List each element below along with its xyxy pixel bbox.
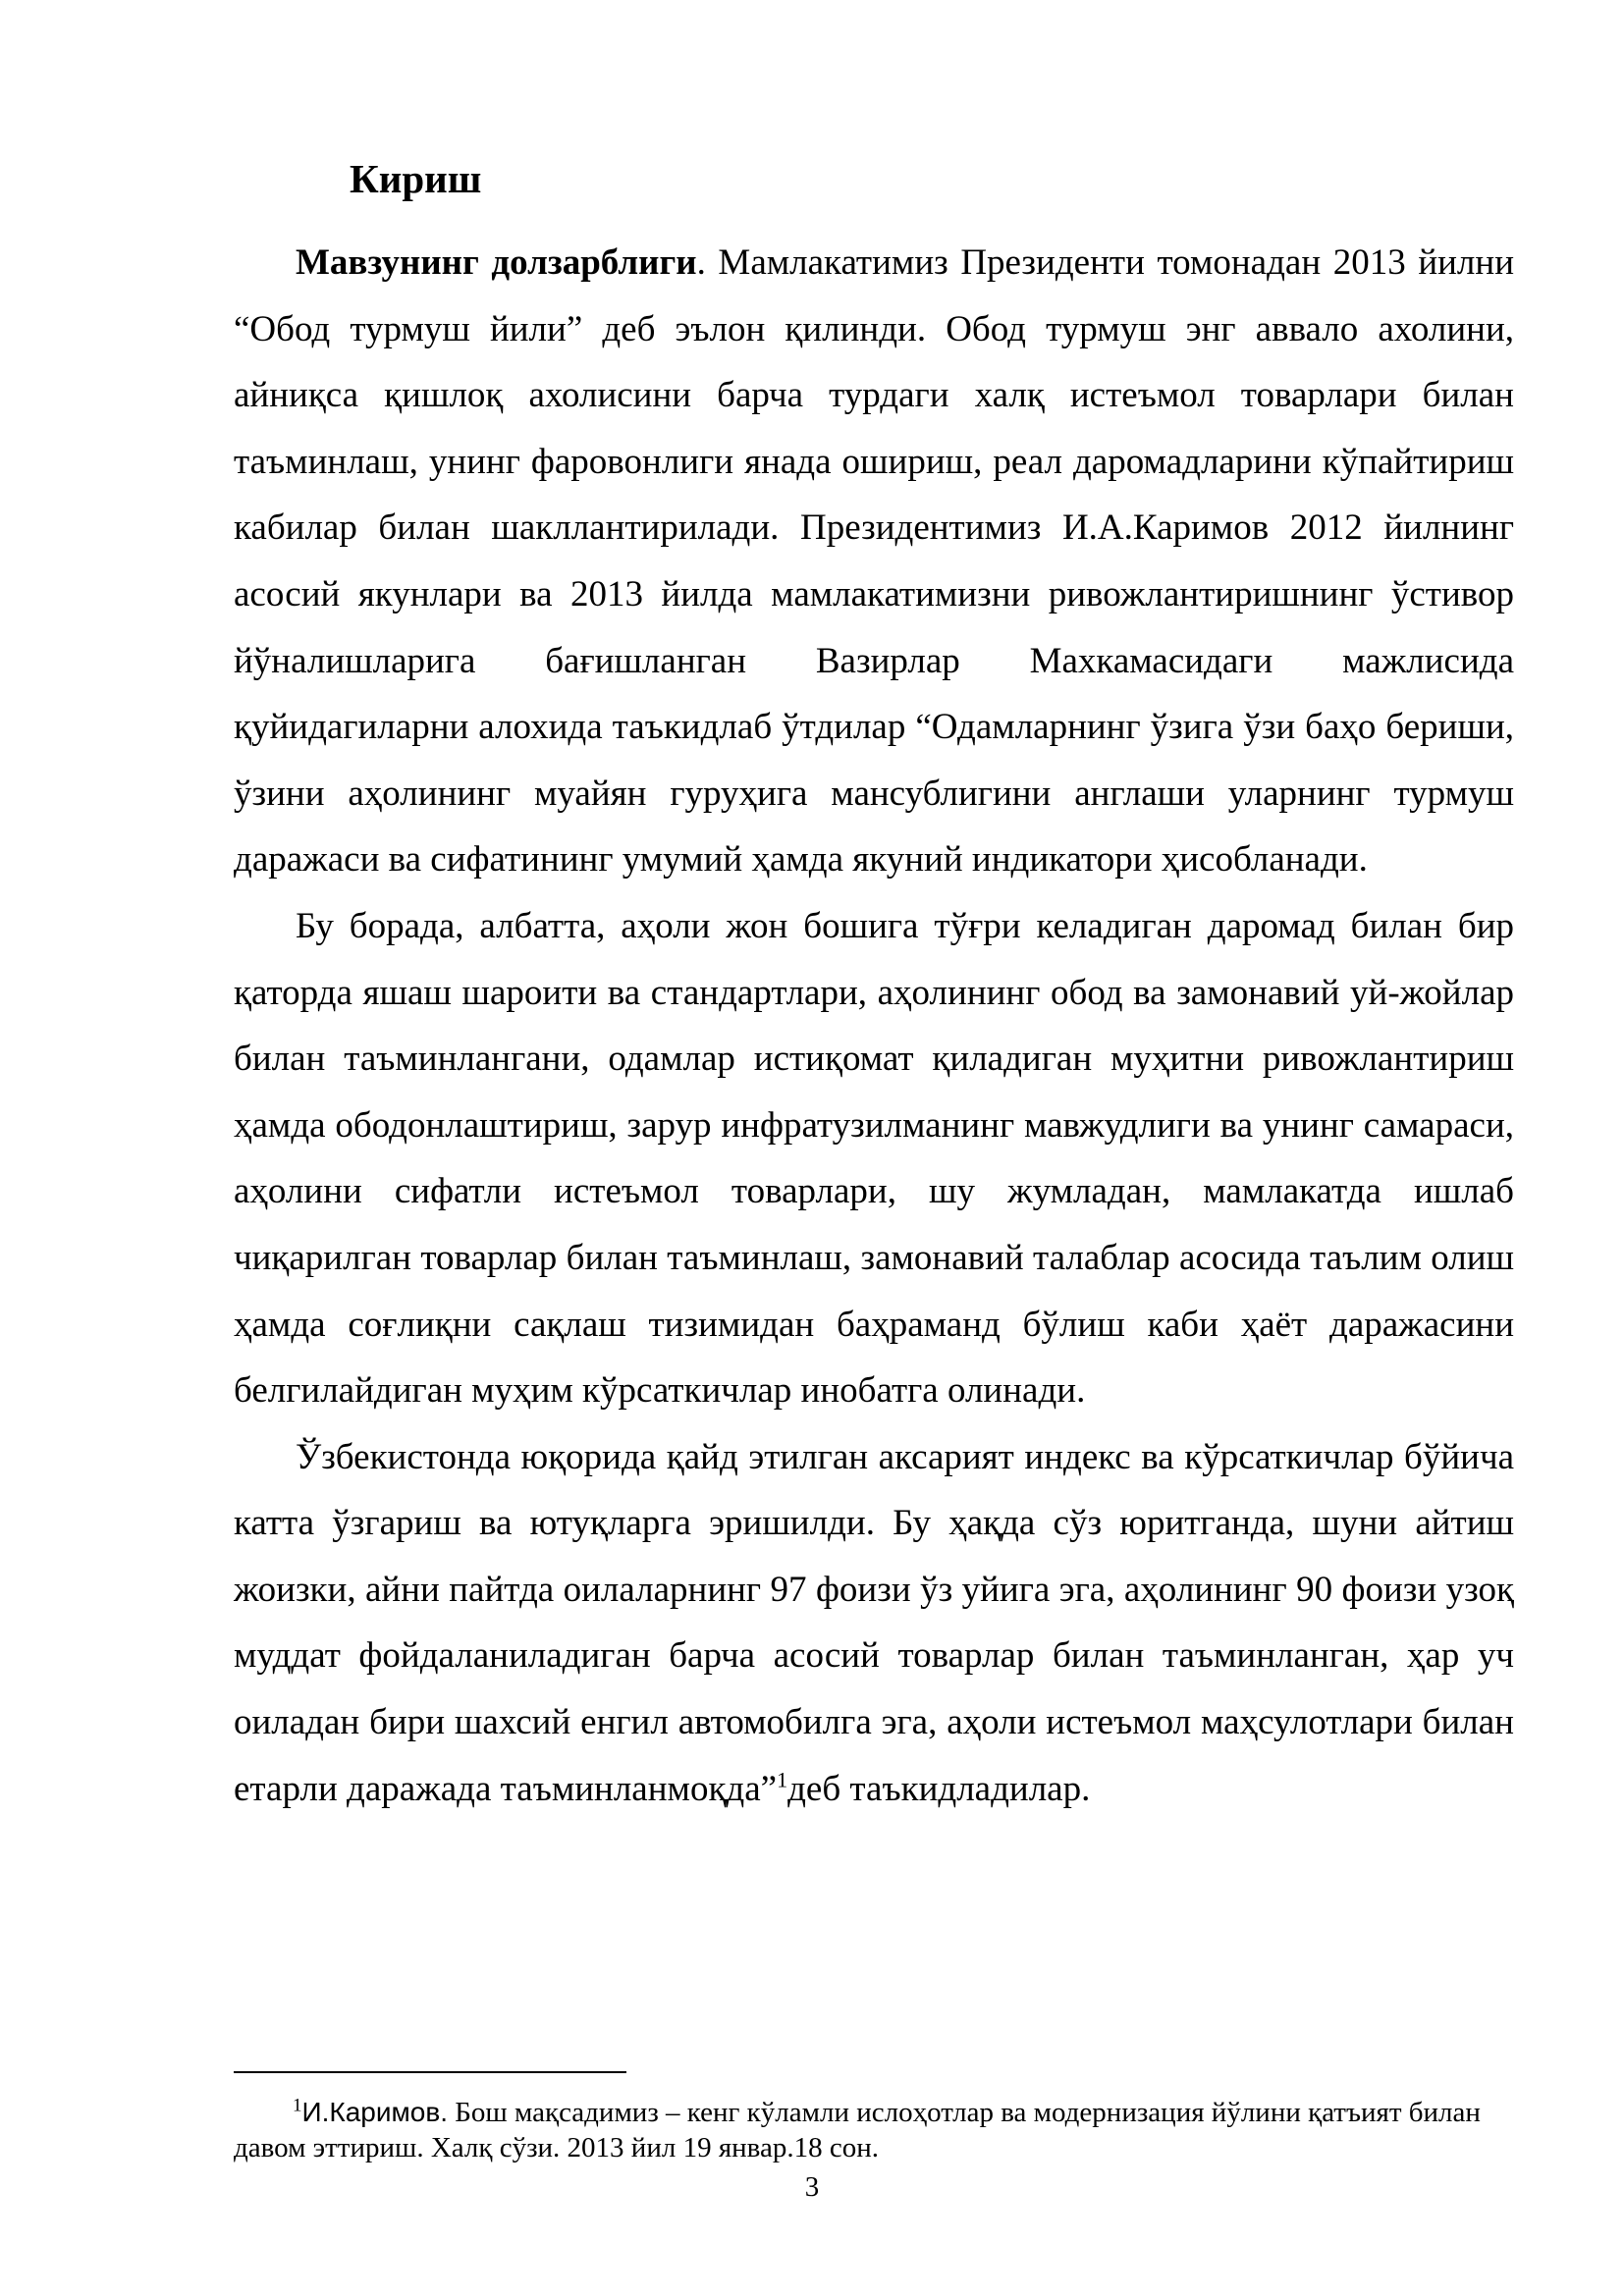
paragraph-achievements [234,1424,1514,1823]
paragraph-tail: деб таъкидладилар. [787,1768,1091,1809]
body-text [234,230,1514,1822]
page-number: 3 [804,2171,820,2203]
paragraph-lead-bold: Мавзунинг долзарблиги [296,242,697,283]
footnote-reference[interactable]: 1 [777,1767,788,1792]
paragraph-text: Ўзбекистонда юқорида қайд этилган аксарият индекс ва кўрсаткичлар бўйича катта ўзгариш ва ютуқларга эришилди. Бу ҳақда сўз юритганда, шуни айтиш жоизки, айни пайтда оилаларнинг 97 фоизи ўз уйига эга, аҳолининг 90 фоизи узоқ муддат фойдаланиладиган барча асосий товарлар билан таъминланган, ҳар уч оиладан бири шахсий енгил автомобилга эга, аҳоли истеъмол маҳсулотлари билан етарли даражада таъминланмоқда” [234,1436,1514,1809]
paragraph-text: . Мамлакатимиз Президенти томонадан 2013 йилни “Обод турмуш йили” деб эълон қилинди. Обод турмуш энг аввало ахолини, айниқса қишлоқ ахолисини барча турдаги халқ истеъмол товарлари билан таъминлаш, унинг фаровонлиги янада ошириш, реал даромадларини кўпайтириш кабилар билан шакллантирилади. Президентимиз И.А.Каримов 2012 йилнинг асосий якунлари ва 2013 йилда мамлакатимизни ривожлантиришнинг ўстивор йўналишларига бағишланган Вазирлар Махкамасидаги мажлисида қуйидагиларни алохида таъкидлаб ўтдилар “Одамларнинг ўзига ўзи баҳо бериши, ўзини аҳолининг муайян гуруҳига мансублигини англаши уларнинг турмуш даражаси ва сифатининг умумий ҳамда якуний индикатори ҳисобланади. [234,242,1514,881]
footnote [234,2095,1514,2165]
footnote-separator [234,2071,626,2073]
section-heading: Кириш [350,156,482,201]
paragraph-living-standards: Бу борада, албатта, аҳоли жон бошига тўғри келадиган даромад билан бир қаторда яшаш шароити ва стандартлари, аҳолининг обод ва замонавий уй-жойлар билан таъминлангани, одамлар истиқомат қиладиган муҳитни ривожлантириш ҳамда ободонлаштириш, зарур инфратузилманинг мавжудлиги ва унинг самараси, аҳолини сифатли истеъмол товарлари, шу жумладан, мамлакатда ишлаб чиқарилган товарлар билан таъминлаш, замонавий талаблар асосида таълим олиш ҳамда соғлиқни сақлаш тизимидан баҳраманд бўлиш каби ҳаёт даражасини белгилайдиган муҳим кўрсаткичлар инобатга олинади. [234,905,1514,1412]
paragraph-relevance [234,230,1514,893]
footnote-marker: 1 [293,2095,302,2116]
footnote-author: И.Каримов. [301,2097,448,2127]
footnote-text: Бош мақсадимиз – кенг кўламли ислоҳотлар ва модернизация йўлини қатъият билан давом эттириш. Халқ сўзи. 2013 йил 19 январ.18 сон. [234,2097,1481,2163]
